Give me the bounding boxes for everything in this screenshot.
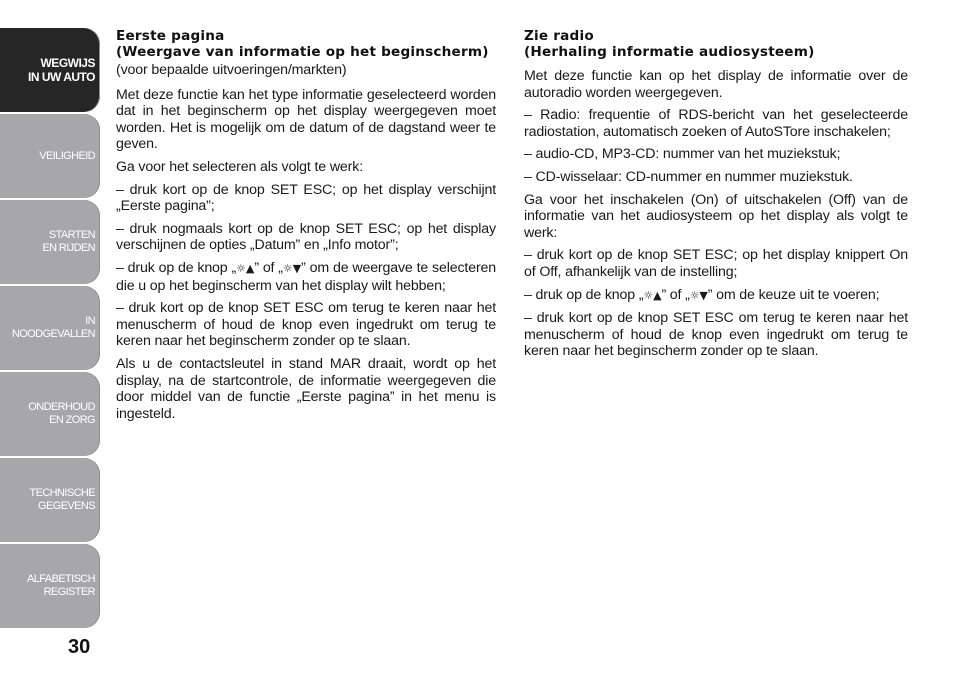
brightness-down-arrow-icon: ☼▼: [282, 261, 302, 275]
section-heading: [116, 28, 496, 60]
paragraph: Met deze functie kan op het display de informatie over de autoradio worden weergegeven.: [524, 68, 908, 101]
step-item: – druk nogmaals kort op de knop SET ESC; op het display verschijnen de opties „Datum” en „Info motor”;: [116, 220, 496, 254]
step-item: – druk kort op de knop SET ESC om terug te keren naar het menuscherm of houd de knop even ingedrukt om terug te keren naar het beginscherm zonder op te slaan.: [116, 300, 496, 350]
brightness-up-arrow-icon: ☼▲: [236, 261, 255, 275]
tab-wegwijs[interactable]: WEGWIJS IN UW AUTO: [0, 28, 100, 112]
section-eerste-pagina: [116, 28, 496, 428]
step-text: ” om de keuze uit te voeren;: [707, 286, 880, 303]
tab-veiligheid[interactable]: VEILIGHEID: [0, 114, 100, 198]
paragraph: Ga voor het inschakelen (On) of uitschakelen (Off) van de informatie van het audiosysteem op het display als volgt te werk:: [524, 191, 908, 241]
brightness-up-arrow-icon: ☼▲: [643, 288, 662, 302]
paragraph: Ga voor het selecteren als volgt te werk:: [116, 158, 363, 175]
heading-line-1: Eerste pagina: [116, 28, 225, 44]
step-text: – druk op de knop „: [524, 286, 644, 303]
step-text: ” om de weergave te selecteren die u op het beginscherm van het display wilt hebben;: [116, 259, 497, 294]
paragraph: Als u de contactsleutel in stand MAR draait, wordt op het display, na de startcontrole, de informatie weergegeven die door middel van de functie „Eerste pagina” in het menu is ingesteld.: [116, 355, 496, 422]
step-item: [116, 260, 496, 294]
section-heading: [524, 28, 908, 60]
tab-alfabetisch-register[interactable]: ALFABETISCH REGISTER: [0, 544, 100, 628]
heading-line-2: (Weergave van informatie op het beginscherm): [116, 44, 489, 60]
paragraph: Met deze functie kan het type informatie geselecteerd worden dat in het beginscherm op het display weergegeven moet worden. Het is mogelijk om de datum of de dagstand weer te geven.: [116, 86, 496, 153]
section-zie-radio: [524, 28, 908, 366]
brightness-down-arrow-icon: ☼▼: [689, 288, 708, 302]
tab-onderhoud-en-zorg[interactable]: ONDERHOUD EN ZORG: [0, 372, 100, 456]
step-item: – CD-wisselaar: CD-nummer en nummer muziekstuk.: [524, 168, 853, 185]
step-item: – druk kort op de knop SET ESC om terug te keren naar het menuscherm of houd de knop even ingedrukt om terug te keren naar het beginscherm zonder op te slaan.: [524, 310, 908, 360]
page-number: 30: [68, 636, 91, 658]
step-text: ” of „: [661, 286, 690, 303]
step-text: – druk op de knop „: [116, 259, 237, 276]
heading-line-2: (Herhaling informatie audiosysteem): [524, 44, 815, 60]
step-item: – audio-CD, MP3-CD: nummer van het muziekstuk;: [524, 146, 841, 163]
step-text: ” of „: [254, 259, 283, 276]
step-item: – druk kort op de knop SET ESC; op het display verschijnt „Eerste pagina”;: [116, 181, 496, 215]
tab-in-noodgevallen[interactable]: IN NOODGEVALLEN: [0, 286, 100, 370]
availability-note: (voor bepaalde uitvoeringen/markten): [116, 62, 347, 78]
step-item: – druk kort op de knop SET ESC; op het display knippert On of Off, afhankelijk van de instelling;: [524, 247, 908, 280]
heading-line-1: Zie radio: [524, 28, 594, 44]
step-item: [524, 287, 908, 305]
step-item: – Radio: frequentie of RDS-bericht van het geselecteerde radiostation, automatisch zoeken of AutoSTore inschakelen;: [524, 107, 908, 140]
tab-starten-en-rijden[interactable]: STARTEN EN RIJDEN: [0, 200, 100, 284]
tab-technische-gegevens[interactable]: TECHNISCHE GEGEVENS: [0, 458, 100, 542]
